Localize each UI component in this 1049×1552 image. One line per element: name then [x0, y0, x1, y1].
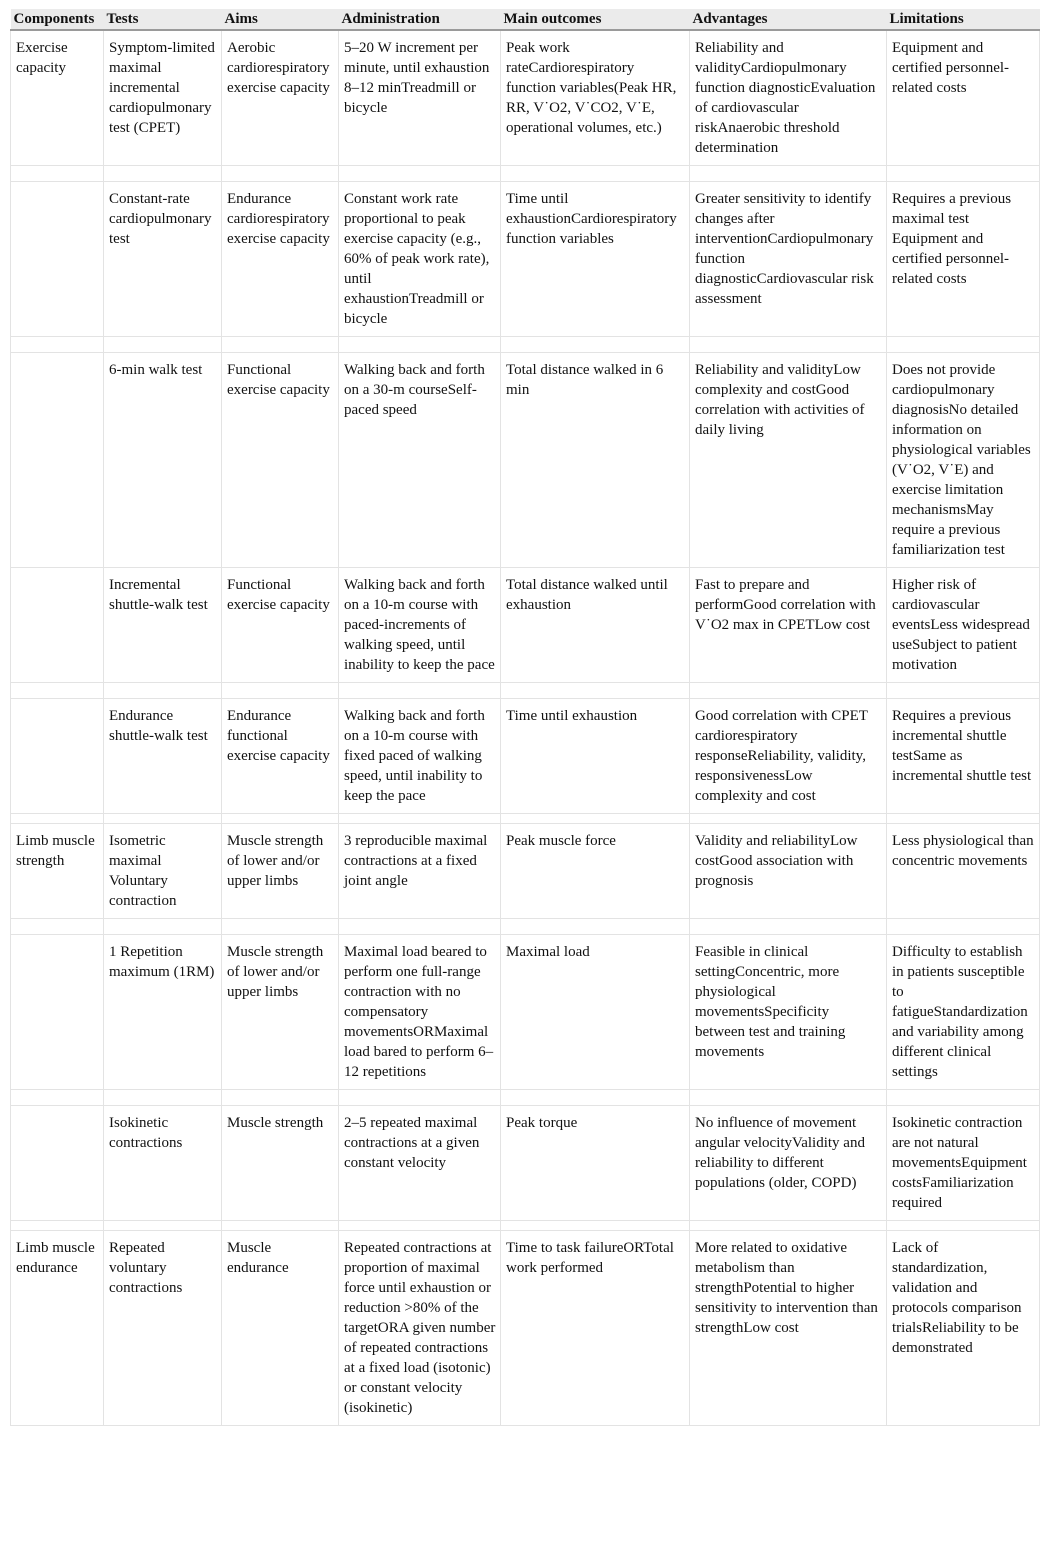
cell-administration: Walking back and forth on a 10-m course with paced-increments of walking speed, until inability to keep the pace [339, 568, 501, 683]
cell-advantages: Reliability and validityCardiopulmonary function diagnosticEvaluation of cardiovascular riskAnaerobic threshold determination [690, 30, 887, 166]
empty-cell [104, 166, 222, 182]
cell-component [11, 353, 104, 568]
cell-aims: Aerobic cardiorespiratory exercise capacity [222, 30, 339, 166]
cell-administration: 2–5 repeated maximal contractions at a given constant velocity [339, 1106, 501, 1221]
cell-limitations: Difficulty to establish in patients susceptible to fatigueStandardization and variability among different clinical settings [887, 935, 1040, 1090]
table-row [11, 568, 1040, 683]
cell-administration: Repeated contractions at proportion of maximal force until exhaustion or reduction >80% of the targetORA given number of repeated contractions at a fixed load (isotonic) or constant velocity (isokinetic) [339, 1231, 501, 1426]
cell-component: Limb muscle endurance [11, 1231, 104, 1426]
spacer-row [11, 683, 1040, 699]
cell-administration: Constant work rate proportional to peak exercise capacity (e.g., 60% of peak work rate), until exhaustionTreadmill or bicycle [339, 182, 501, 337]
cell-component [11, 1106, 104, 1221]
empty-cell [690, 1221, 887, 1231]
cell-test: Isometric maximal Voluntary contraction [104, 824, 222, 919]
cell-main-outcomes: Peak work rateCardiorespiratory function variables(Peak HR, RR, V˙O2, V˙CO2, V˙E, operational volumes, etc.) [501, 30, 690, 166]
header-advantages: Advantages [690, 9, 887, 30]
empty-cell [339, 1221, 501, 1231]
cell-aims: Muscle endurance [222, 1231, 339, 1426]
empty-cell [501, 683, 690, 699]
cell-component [11, 182, 104, 337]
header-limitations: Limitations [887, 9, 1040, 30]
empty-cell [222, 683, 339, 699]
empty-cell [104, 337, 222, 353]
empty-cell [339, 166, 501, 182]
spacer-row [11, 166, 1040, 182]
cell-test: 6-min walk test [104, 353, 222, 568]
cell-administration: 5–20 W increment per minute, until exhaustion 8–12 minTreadmill or bicycle [339, 30, 501, 166]
empty-cell [11, 1221, 104, 1231]
cell-limitations: Less physiological than concentric movements [887, 824, 1040, 919]
cell-advantages: Fast to prepare and performGood correlation with V˙O2 max in CPETLow cost [690, 568, 887, 683]
cell-test: Isokinetic contractions [104, 1106, 222, 1221]
table-row [11, 1106, 1040, 1221]
empty-cell [104, 919, 222, 935]
empty-cell [222, 814, 339, 824]
cell-advantages: More related to oxidative metabolism than strengthPotential to higher sensitivity to intervention than strengthLow cost [690, 1231, 887, 1426]
group-gap-row [11, 1221, 1040, 1231]
empty-cell [690, 166, 887, 182]
empty-cell [501, 919, 690, 935]
empty-cell [11, 337, 104, 353]
cell-main-outcomes: Total distance walked until exhaustion [501, 568, 690, 683]
cell-administration: Maximal load beared to perform one full-range contraction with no compensatory movementsORMaximal load bared to perform 6–12 repetitions [339, 935, 501, 1090]
spacer-row [11, 919, 1040, 935]
empty-cell [887, 683, 1040, 699]
empty-cell [11, 814, 104, 824]
table-header [11, 9, 1040, 30]
cell-aims: Functional exercise capacity [222, 568, 339, 683]
header-tests: Tests [104, 9, 222, 30]
cell-advantages: Feasible in clinical settingConcentric, more physiological movementsSpecificity between test and training movements [690, 935, 887, 1090]
cell-advantages: Greater sensitivity to identify changes after interventionCardiopulmonary function diagnosticCardiovascular risk assessment [690, 182, 887, 337]
cell-advantages: Good correlation with CPET cardiorespiratory responseReliability, validity, responsivenessLow complexity and cost [690, 699, 887, 814]
empty-cell [104, 683, 222, 699]
cell-test: Repeated voluntary contractions [104, 1231, 222, 1426]
cell-aims: Muscle strength of lower and/or upper limbs [222, 824, 339, 919]
empty-cell [501, 1090, 690, 1106]
header-aims: Aims [222, 9, 339, 30]
empty-cell [11, 683, 104, 699]
empty-cell [501, 337, 690, 353]
empty-cell [501, 814, 690, 824]
header-administration: Administration [339, 9, 501, 30]
empty-cell [222, 1090, 339, 1106]
cell-aims: Endurance cardiorespiratory exercise capacity [222, 182, 339, 337]
cell-main-outcomes: Time to task failureORTotal work performed [501, 1231, 690, 1426]
cell-component: Exercise capacity [11, 30, 104, 166]
cell-limitations: Requires a previous incremental shuttle testSame as incremental shuttle test [887, 699, 1040, 814]
cell-administration: Walking back and forth on a 10-m course with fixed paced of walking speed, until inability to keep the pace [339, 699, 501, 814]
table-row [11, 935, 1040, 1090]
header-main-outcomes: Main outcomes [501, 9, 690, 30]
table-row [11, 824, 1040, 919]
cell-component [11, 568, 104, 683]
table-row [11, 30, 1040, 166]
cell-test: Endurance shuttle-walk test [104, 699, 222, 814]
empty-cell [339, 1090, 501, 1106]
empty-cell [339, 337, 501, 353]
empty-cell [690, 1090, 887, 1106]
empty-cell [887, 166, 1040, 182]
header-components: Components [11, 9, 104, 30]
empty-cell [104, 814, 222, 824]
cell-main-outcomes: Time until exhaustionCardiorespiratory function variables [501, 182, 690, 337]
empty-cell [11, 1090, 104, 1106]
empty-cell [690, 337, 887, 353]
cell-main-outcomes: Maximal load [501, 935, 690, 1090]
cell-test: Incremental shuttle-walk test [104, 568, 222, 683]
cell-component: Limb muscle strength [11, 824, 104, 919]
empty-cell [887, 814, 1040, 824]
table-row [11, 353, 1040, 568]
empty-cell [339, 814, 501, 824]
cell-aims: Functional exercise capacity [222, 353, 339, 568]
cell-main-outcomes: Peak torque [501, 1106, 690, 1221]
empty-cell [887, 919, 1040, 935]
cell-administration: 3 reproducible maximal contractions at a fixed joint angle [339, 824, 501, 919]
empty-cell [11, 166, 104, 182]
group-gap-row [11, 814, 1040, 824]
cell-component [11, 935, 104, 1090]
cell-main-outcomes: Time until exhaustion [501, 699, 690, 814]
header-row [11, 9, 1040, 30]
cell-aims: Muscle strength [222, 1106, 339, 1221]
empty-cell [222, 337, 339, 353]
empty-cell [222, 166, 339, 182]
empty-cell [887, 337, 1040, 353]
table-row [11, 1231, 1040, 1426]
cell-advantages: Validity and reliabilityLow costGood association with prognosis [690, 824, 887, 919]
table-row [11, 182, 1040, 337]
cell-test: Symptom-limited maximal incremental cardiopulmonary test (CPET) [104, 30, 222, 166]
empty-cell [339, 683, 501, 699]
empty-cell [690, 814, 887, 824]
empty-cell [104, 1090, 222, 1106]
empty-cell [501, 166, 690, 182]
assessment-table [10, 9, 1040, 1426]
cell-test: Constant-rate cardiopulmonary test [104, 182, 222, 337]
empty-cell [887, 1090, 1040, 1106]
cell-test: 1 Repetition maximum (1RM) [104, 935, 222, 1090]
cell-component [11, 699, 104, 814]
cell-main-outcomes: Peak muscle force [501, 824, 690, 919]
spacer-row [11, 1090, 1040, 1106]
cell-advantages: Reliability and validityLow complexity and costGood correlation with activities of daily living [690, 353, 887, 568]
cell-main-outcomes: Total distance walked in 6 min [501, 353, 690, 568]
cell-aims: Endurance functional exercise capacity [222, 699, 339, 814]
empty-cell [690, 683, 887, 699]
empty-cell [501, 1221, 690, 1231]
cell-limitations: Higher risk of cardiovascular eventsLess widespread useSubject to patient motivation [887, 568, 1040, 683]
cell-limitations: Requires a previous maximal test Equipment and certified personnel-related costs [887, 182, 1040, 337]
cell-limitations: Lack of standardization, validation and protocols comparison trialsReliability to be demonstrated [887, 1231, 1040, 1426]
cell-limitations: Isokinetic contraction are not natural movementsEquipment costsFamiliarization required [887, 1106, 1040, 1221]
spacer-row [11, 337, 1040, 353]
table-body [11, 30, 1040, 1426]
cell-limitations: Equipment and certified personnel-related costs [887, 30, 1040, 166]
table-row [11, 699, 1040, 814]
cell-advantages: No influence of movement angular velocityValidity and reliability to different populations (older, COPD) [690, 1106, 887, 1221]
empty-cell [887, 1221, 1040, 1231]
cell-administration: Walking back and forth on a 30-m courseSelf-paced speed [339, 353, 501, 568]
empty-cell [222, 1221, 339, 1231]
empty-cell [104, 1221, 222, 1231]
empty-cell [339, 919, 501, 935]
empty-cell [690, 919, 887, 935]
empty-cell [222, 919, 339, 935]
cell-limitations: Does not provide cardiopulmonary diagnosisNo detailed information on physiological variables (V˙O2, V˙E) and exercise limitation mechanismsMay require a previous familiarization test [887, 353, 1040, 568]
empty-cell [11, 919, 104, 935]
cell-aims: Muscle strength of lower and/or upper limbs [222, 935, 339, 1090]
